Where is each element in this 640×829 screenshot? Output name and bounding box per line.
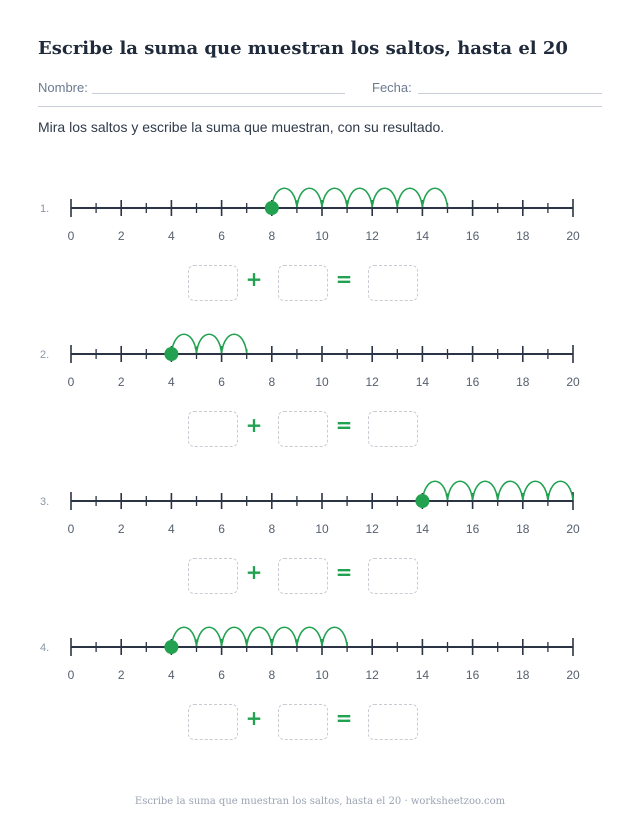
jump-joint [446,493,450,497]
plus-sign: + [245,267,263,291]
tick-label: 6 [218,375,225,389]
name-label: Nombre: [38,80,88,95]
instructions-text: Mira los saltos y escribe la suma que muestran, con su resultado. [38,119,445,135]
start-point [415,494,429,508]
problem-number: 3. [40,496,50,508]
tick-label: 8 [268,522,276,536]
jump-arc [523,481,548,500]
tick-label: 14 [415,229,430,243]
jump-joint [295,200,299,204]
name-field[interactable] [92,93,345,94]
jump-arc [272,627,297,646]
tick-label: 0 [67,375,75,389]
equals-sign: = [335,706,353,730]
addend-2-box[interactable] [278,558,328,594]
jump-joint [396,200,400,204]
tick-label: 2 [117,522,125,536]
start-point [265,201,279,215]
tick-label: 2 [117,668,125,682]
tick-label: 10 [315,668,329,682]
tick-label: 10 [315,375,329,389]
problem-number: 4. [40,642,50,654]
plus-sign: + [245,706,263,730]
tick-label: 8 [268,229,276,243]
start-point [164,640,178,654]
tick-label: 16 [465,668,480,682]
tick-label: 8 [268,668,276,682]
jump-arc [197,627,222,646]
tick-label: 4 [168,375,175,389]
tick-label: 10 [315,229,329,243]
tick-label: 16 [465,375,480,389]
tick-label: 2 [117,229,125,243]
problem-1 [0,182,640,332]
tick-label: 18 [516,375,530,389]
jump-joint [370,200,374,204]
tick-label: 20 [566,229,580,243]
jump-arc [297,188,322,207]
tick-label: 18 [516,668,530,682]
result-box[interactable] [368,704,418,740]
tick-label: 14 [415,522,430,536]
tick-label: 16 [465,229,480,243]
jump-joint [345,200,349,204]
footer-text: Escribe la suma que muestran los saltos, hasta el 20 · worksheetzoo.com [134,796,506,807]
jump-arc [372,188,397,207]
worksheet-title: Escribe la suma que muestran los saltos, hasta el 20 [38,38,568,59]
plus-sign: + [245,413,263,437]
addend-1-box[interactable] [188,704,238,740]
equals-sign: = [335,413,353,437]
addend-1-box[interactable] [188,558,238,594]
addend-2-box[interactable] [278,411,328,447]
result-box[interactable] [368,411,418,447]
tick-label: 0 [67,668,75,682]
tick-label: 2 [117,375,125,389]
tick-label: 6 [218,229,225,243]
jump-joint [220,639,224,643]
date-field[interactable] [418,93,602,94]
jump-arc [297,627,322,646]
date-label: Fecha: [372,80,412,95]
jump-joint [421,200,425,204]
tick-label: 6 [218,668,225,682]
addend-2-box[interactable] [278,704,328,740]
tick-label: 18 [516,522,530,536]
result-box[interactable] [368,265,418,301]
tick-label: 4 [168,229,175,243]
jump-joint [195,639,199,643]
problem-3 [0,475,640,625]
tick-label: 0 [67,229,75,243]
addend-1-box[interactable] [188,411,238,447]
jump-joint [496,493,500,497]
equals-sign: = [335,560,353,584]
jump-arc [222,627,247,646]
tick-label: 12 [365,229,379,243]
tick-label: 14 [415,668,430,682]
jump-arc [397,188,422,207]
jump-arc [548,481,573,500]
jump-arc [222,334,247,353]
jump-arc [347,188,372,207]
header-divider [38,106,602,107]
jump-joint [270,639,274,643]
tick-label: 10 [315,522,329,536]
plus-sign: + [245,560,263,584]
jump-joint [320,200,324,204]
tick-label: 20 [566,522,580,536]
problem-number: 2. [40,349,50,361]
jump-joint [521,493,525,497]
jump-arc [197,334,222,353]
jump-arc [322,188,347,207]
jump-arc [247,627,272,646]
problem-4 [0,621,640,771]
equals-sign: = [335,267,353,291]
jump-joint [546,493,550,497]
problem-number: 1. [40,203,50,215]
jump-joint [320,639,324,643]
result-box[interactable] [368,558,418,594]
problem-2 [0,328,640,478]
jump-joint [245,639,249,643]
addend-2-box[interactable] [278,265,328,301]
jump-arc [448,481,473,500]
tick-label: 12 [365,375,379,389]
tick-label: 12 [365,522,379,536]
tick-label: 6 [218,522,225,536]
jump-joint [195,346,199,350]
jump-arc [473,481,498,500]
tick-label: 4 [168,522,175,536]
jump-arc [322,627,347,646]
jump-arc [422,188,447,207]
tick-label: 20 [566,375,580,389]
tick-label: 4 [168,668,175,682]
tick-label: 0 [67,522,75,536]
tick-label: 18 [516,229,530,243]
tick-label: 12 [365,668,379,682]
tick-label: 20 [566,668,580,682]
tick-label: 8 [268,375,276,389]
jump-joint [295,639,299,643]
jump-joint [471,493,475,497]
start-point [164,347,178,361]
tick-label: 14 [415,375,430,389]
jump-joint [220,346,224,350]
addend-1-box[interactable] [188,265,238,301]
tick-label: 16 [465,522,480,536]
jump-arc [498,481,523,500]
